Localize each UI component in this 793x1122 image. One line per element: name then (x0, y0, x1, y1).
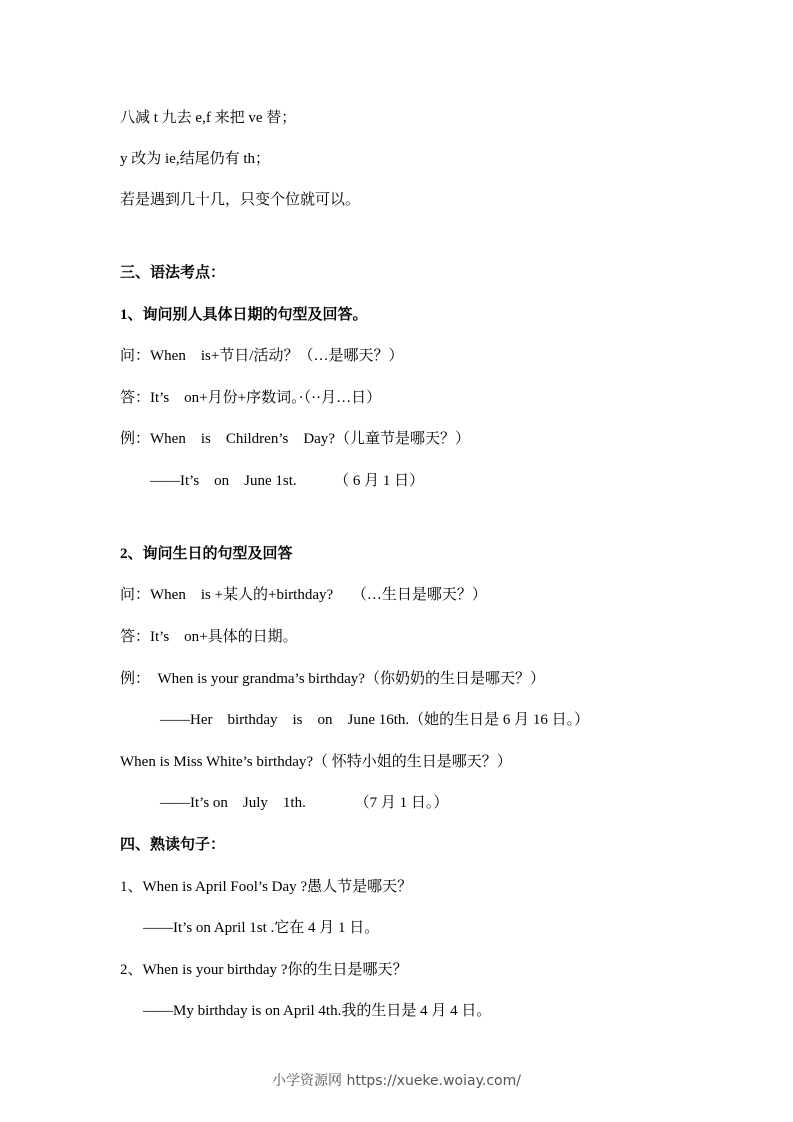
section-heading-grammar: 三、语法考点： (120, 265, 226, 281)
example-2-answer: ——Her birthday is on June 16th.（她的生日是 6 月 16 日。） (160, 712, 590, 728)
subheading-birthday-question: 2、询问生日的句型及回答 (120, 546, 293, 562)
question-pattern-1: 问：When is+节日/活动？（…是哪天？） (120, 348, 404, 364)
example-1-answer: ——It’s on June 1st. （ 6 月 1 日） (150, 473, 425, 489)
rule-line-2: y 改为 ie,结尾仍有 th； (120, 151, 270, 167)
question-pattern-2: 问：When is +某人的+birthday? （…生日是哪天？） (120, 587, 487, 603)
example-3-answer: ——It’s on July 1th. （7 月 1 日。） (160, 795, 449, 811)
example-2: 例： When is your grandma’s birthday?（你奶奶的生日是哪天？） (120, 671, 545, 687)
example-3: When is Miss White’s birthday?（ 怀特小姐的生日是哪天？） (120, 754, 512, 770)
rule-line-1: 八减 t 九去 e,f 来把 ve 替； (120, 110, 297, 126)
answer-pattern-1: 答：It’s on+月份+序数词。·（··月…日） (120, 390, 382, 406)
sentence-1-answer: ——It’s on April 1st .它在 4 月 1 日。 (143, 920, 380, 936)
subheading-date-question: 1、询问别人具体日期的句型及回答。 (120, 307, 368, 323)
footer-watermark: 小学资源网 https://xueke.woiay.com/ (272, 1073, 521, 1089)
sentence-2-answer: ——My birthday is on April 4th.我的生日是 4 月 4 日。 (143, 1003, 492, 1019)
sentence-2: 2、When is your birthday ?你的生日是哪天？ (120, 962, 408, 978)
section-heading-sentences: 四、熟读句子： (120, 837, 226, 853)
answer-pattern-2: 答：It’s on+具体的日期。 (120, 629, 298, 645)
sentence-1: 1、When is April Fool’s Day ?愚人节是哪天？ (120, 879, 413, 895)
example-1: 例：When is Children’s Day?（儿童节是哪天？） (120, 431, 470, 447)
rule-line-3: 若是遇到几十几，只变个位就可以。 (120, 192, 361, 208)
